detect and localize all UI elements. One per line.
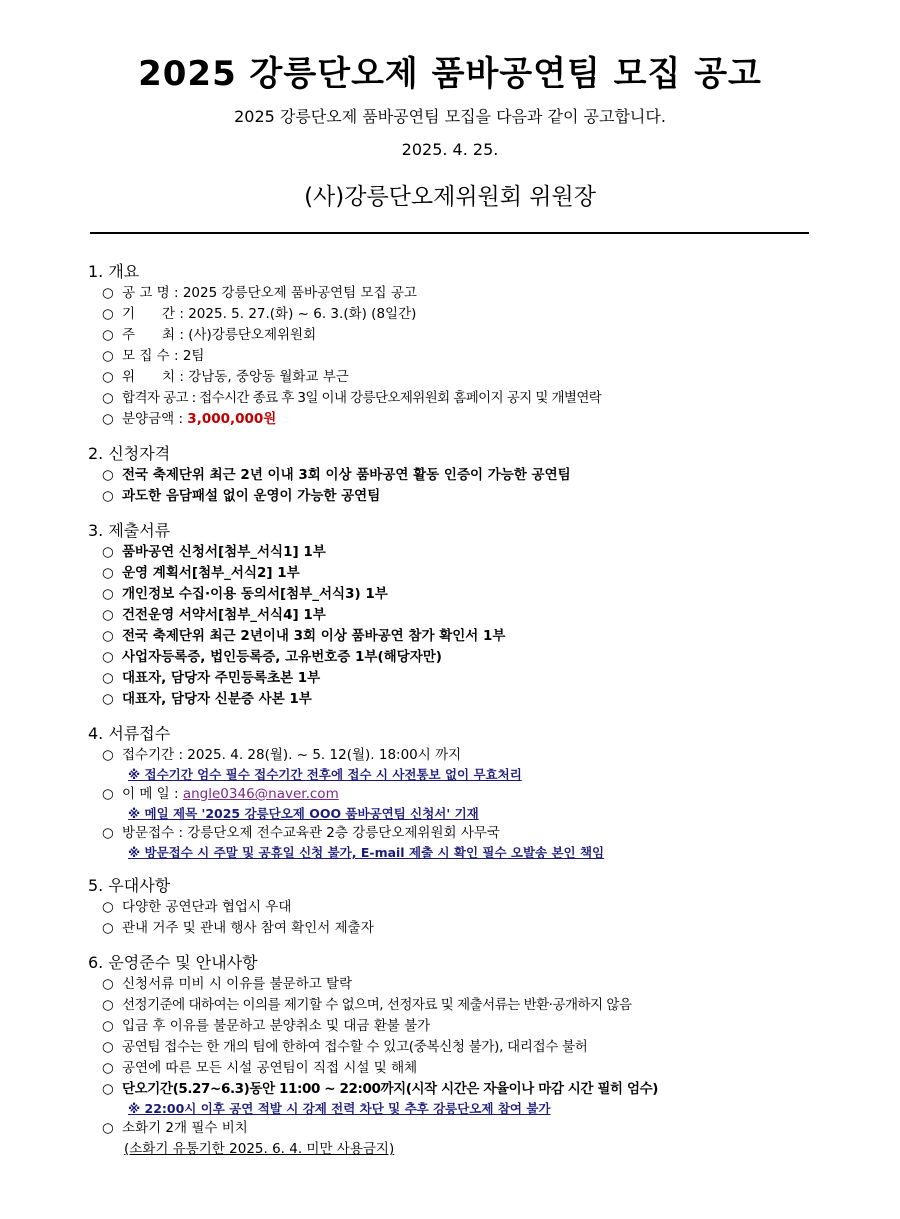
list-item: ○ 이 메 일 : angle0346@naver.com [88, 784, 818, 805]
bullet-icon: ○ [102, 786, 114, 802]
bullet-icon: ○ [102, 997, 114, 1013]
bullet-icon: ○ [102, 670, 114, 686]
bullet-icon: ○ [102, 1018, 114, 1034]
bullet-icon: ○ [102, 649, 114, 665]
bullet-icon: ○ [102, 628, 114, 644]
bullet-icon: ○ [102, 411, 114, 427]
bullet-icon: ○ [102, 899, 114, 915]
section-title: 1. 개요 [88, 262, 140, 281]
list-item: ○ 합격자 공고 : 접수시간 종료 후 3일 이내 강릉단오제위원회 홈페이지 공지 및 개별연락 [88, 388, 818, 409]
list-item: ○ 관내 거주 및 관내 행사 참여 확인서 제출자 [88, 918, 818, 939]
list-item: ○ 대표자, 담당자 신분증 사본 1부 [88, 689, 818, 710]
bullet-icon: ○ [102, 327, 114, 343]
notice-note: ※ 접수기간 엄수 필수 접수기간 전후에 접수 시 사전통보 없이 무효처리 [128, 767, 522, 782]
sub-note: (소화기 유통기한 2025. 6. 4. 미만 사용금지) [124, 1141, 395, 1157]
section-title: 2. 신청자격 [88, 444, 171, 463]
list-item: ○ 다양한 공연단과 협업시 우대 [88, 897, 818, 918]
bullet-icon: ○ [102, 607, 114, 623]
list-item: ○ 전국 축제단위 최근 2년이내 3회 이상 품바공연 참가 확인서 1부 [88, 626, 818, 647]
section-title: 6. 운영준수 및 안내사항 [88, 953, 258, 972]
list-item: ○ 공연에 따른 모든 시설 공연팀이 직접 시설 및 해체 [88, 1058, 818, 1079]
bullet-icon: ○ [102, 488, 114, 504]
list-item: ○ 기 간 : 2025. 5. 27.(화) ~ 6. 3.(화) (8일간) [88, 304, 818, 325]
list-item: ○ 과도한 음담패설 없이 운영이 가능한 공연팀 [88, 486, 818, 507]
bullet-icon: ○ [102, 586, 114, 602]
announcement-date: 2025. 4. 25. [401, 140, 499, 159]
list-item: ○ 방문접수 : 강릉단오제 전수교육관 2층 강릉단오제위원회 사무국 [88, 823, 818, 844]
price-value: 3,000,000원 [187, 411, 277, 427]
page-title: 2025 강릉단오제 품바공연팀 모집 공고 [138, 54, 762, 94]
bullet-icon: ○ [102, 390, 114, 406]
issuer-org: (사)강릉단오제위원회 위원장 [304, 184, 596, 210]
list-item: ○ 소화기 2개 필수 비치 [88, 1118, 818, 1139]
bullet-icon: ○ [102, 306, 114, 322]
email-link[interactable]: angle0346@naver.com [182, 786, 339, 802]
list-item: ○ 분양금액 : 3,000,000원 [88, 409, 818, 430]
bullet-icon: ○ [102, 369, 114, 385]
list-item: ○ 모 집 수 : 2팀 [88, 346, 818, 367]
list-item: ○ 사업자등록증, 법인등록증, 고유번호증 1부(해당자만) [88, 647, 818, 668]
bullet-icon: ○ [102, 467, 114, 483]
notice-note: ※ 메일 제목 '2025 강릉단오제 OOO 품바공연팀 신청서' 기재 [128, 806, 479, 821]
bullet-icon: ○ [102, 747, 114, 763]
page-subtitle: 2025 강릉단오제 품바공연팀 모집을 다음과 같이 공고합니다. [234, 107, 666, 126]
list-item: ○ 신청서류 미비 시 이유를 불문하고 탈락 [88, 974, 818, 995]
list-item: ○ 공 고 명 : 2025 강릉단오제 품바공연팀 모집 공고 [88, 283, 818, 304]
list-item: ○ 품바공연 신청서[첨부_서식1] 1부 [88, 542, 818, 563]
bullet-icon: ○ [102, 825, 114, 841]
list-item: ○ 전국 축제단위 최근 2년 이내 3회 이상 품바공연 활동 인증이 가능한 공연팀 [88, 465, 818, 486]
section-title: 4. 서류접수 [88, 724, 171, 743]
header-divider [90, 232, 809, 234]
section-title: 3. 제출서류 [88, 521, 171, 540]
bullet-icon: ○ [102, 544, 114, 560]
list-item: ○ 선정기준에 대하여는 이의를 제기할 수 없으며, 선정자료 및 제출서류는 반환·공개하지 않음 [88, 995, 818, 1016]
notice-note: ※ 방문접수 시 주말 및 공휴일 신청 불가, E-mail 제출 시 확인 필수 오발송 본인 책임 [128, 845, 605, 860]
document-body [88, 260, 818, 1159]
bullet-icon: ○ [102, 691, 114, 707]
list-item: ○ 공연팀 접수는 한 개의 팀에 한하여 접수할 수 있고(중복신청 불가), 대리접수 불허 [88, 1037, 818, 1058]
bullet-icon: ○ [102, 565, 114, 581]
list-item: ○ 개인정보 수집·이용 동의서[첨부_서식3) 1부 [88, 584, 818, 605]
bullet-icon: ○ [102, 348, 114, 364]
notice-note: ※ 22:00시 이후 공연 적발 시 강제 전력 차단 및 추후 강릉단오제 참여 불가 [128, 1101, 551, 1116]
list-item: ○ 주 최 : (사)강릉단오제위원회 [88, 325, 818, 346]
list-item: ○ 입금 후 이유를 불문하고 분양취소 및 대금 환불 불가 [88, 1016, 818, 1037]
section-title: 5. 우대사항 [88, 876, 171, 895]
bullet-icon: ○ [102, 920, 114, 936]
bullet-icon: ○ [102, 1060, 114, 1076]
list-item: ○ 단오기간(5.27~6.3)동안 11:00 ~ 22:00까지(시작 시간은 자율이나 마감 시간 필히 엄수) [88, 1079, 818, 1100]
bullet-icon: ○ [102, 1039, 114, 1055]
bullet-icon: ○ [102, 1081, 114, 1097]
bullet-icon: ○ [102, 1120, 114, 1136]
bullet-icon: ○ [102, 976, 114, 992]
list-item: ○ 접수기간 : 2025. 4. 28(월). ~ 5. 12(월). 18:00시 까지 [88, 745, 818, 766]
list-item: ○ 대표자, 담당자 주민등록초본 1부 [88, 668, 818, 689]
list-item: ○ 건전운영 서약서[첨부_서식4] 1부 [88, 605, 818, 626]
bullet-icon: ○ [102, 285, 114, 301]
list-item: ○ 위 치 : 강남동, 중앙동 월화교 부근 [88, 367, 818, 388]
list-item: ○ 운영 계획서[첨부_서식2] 1부 [88, 563, 818, 584]
